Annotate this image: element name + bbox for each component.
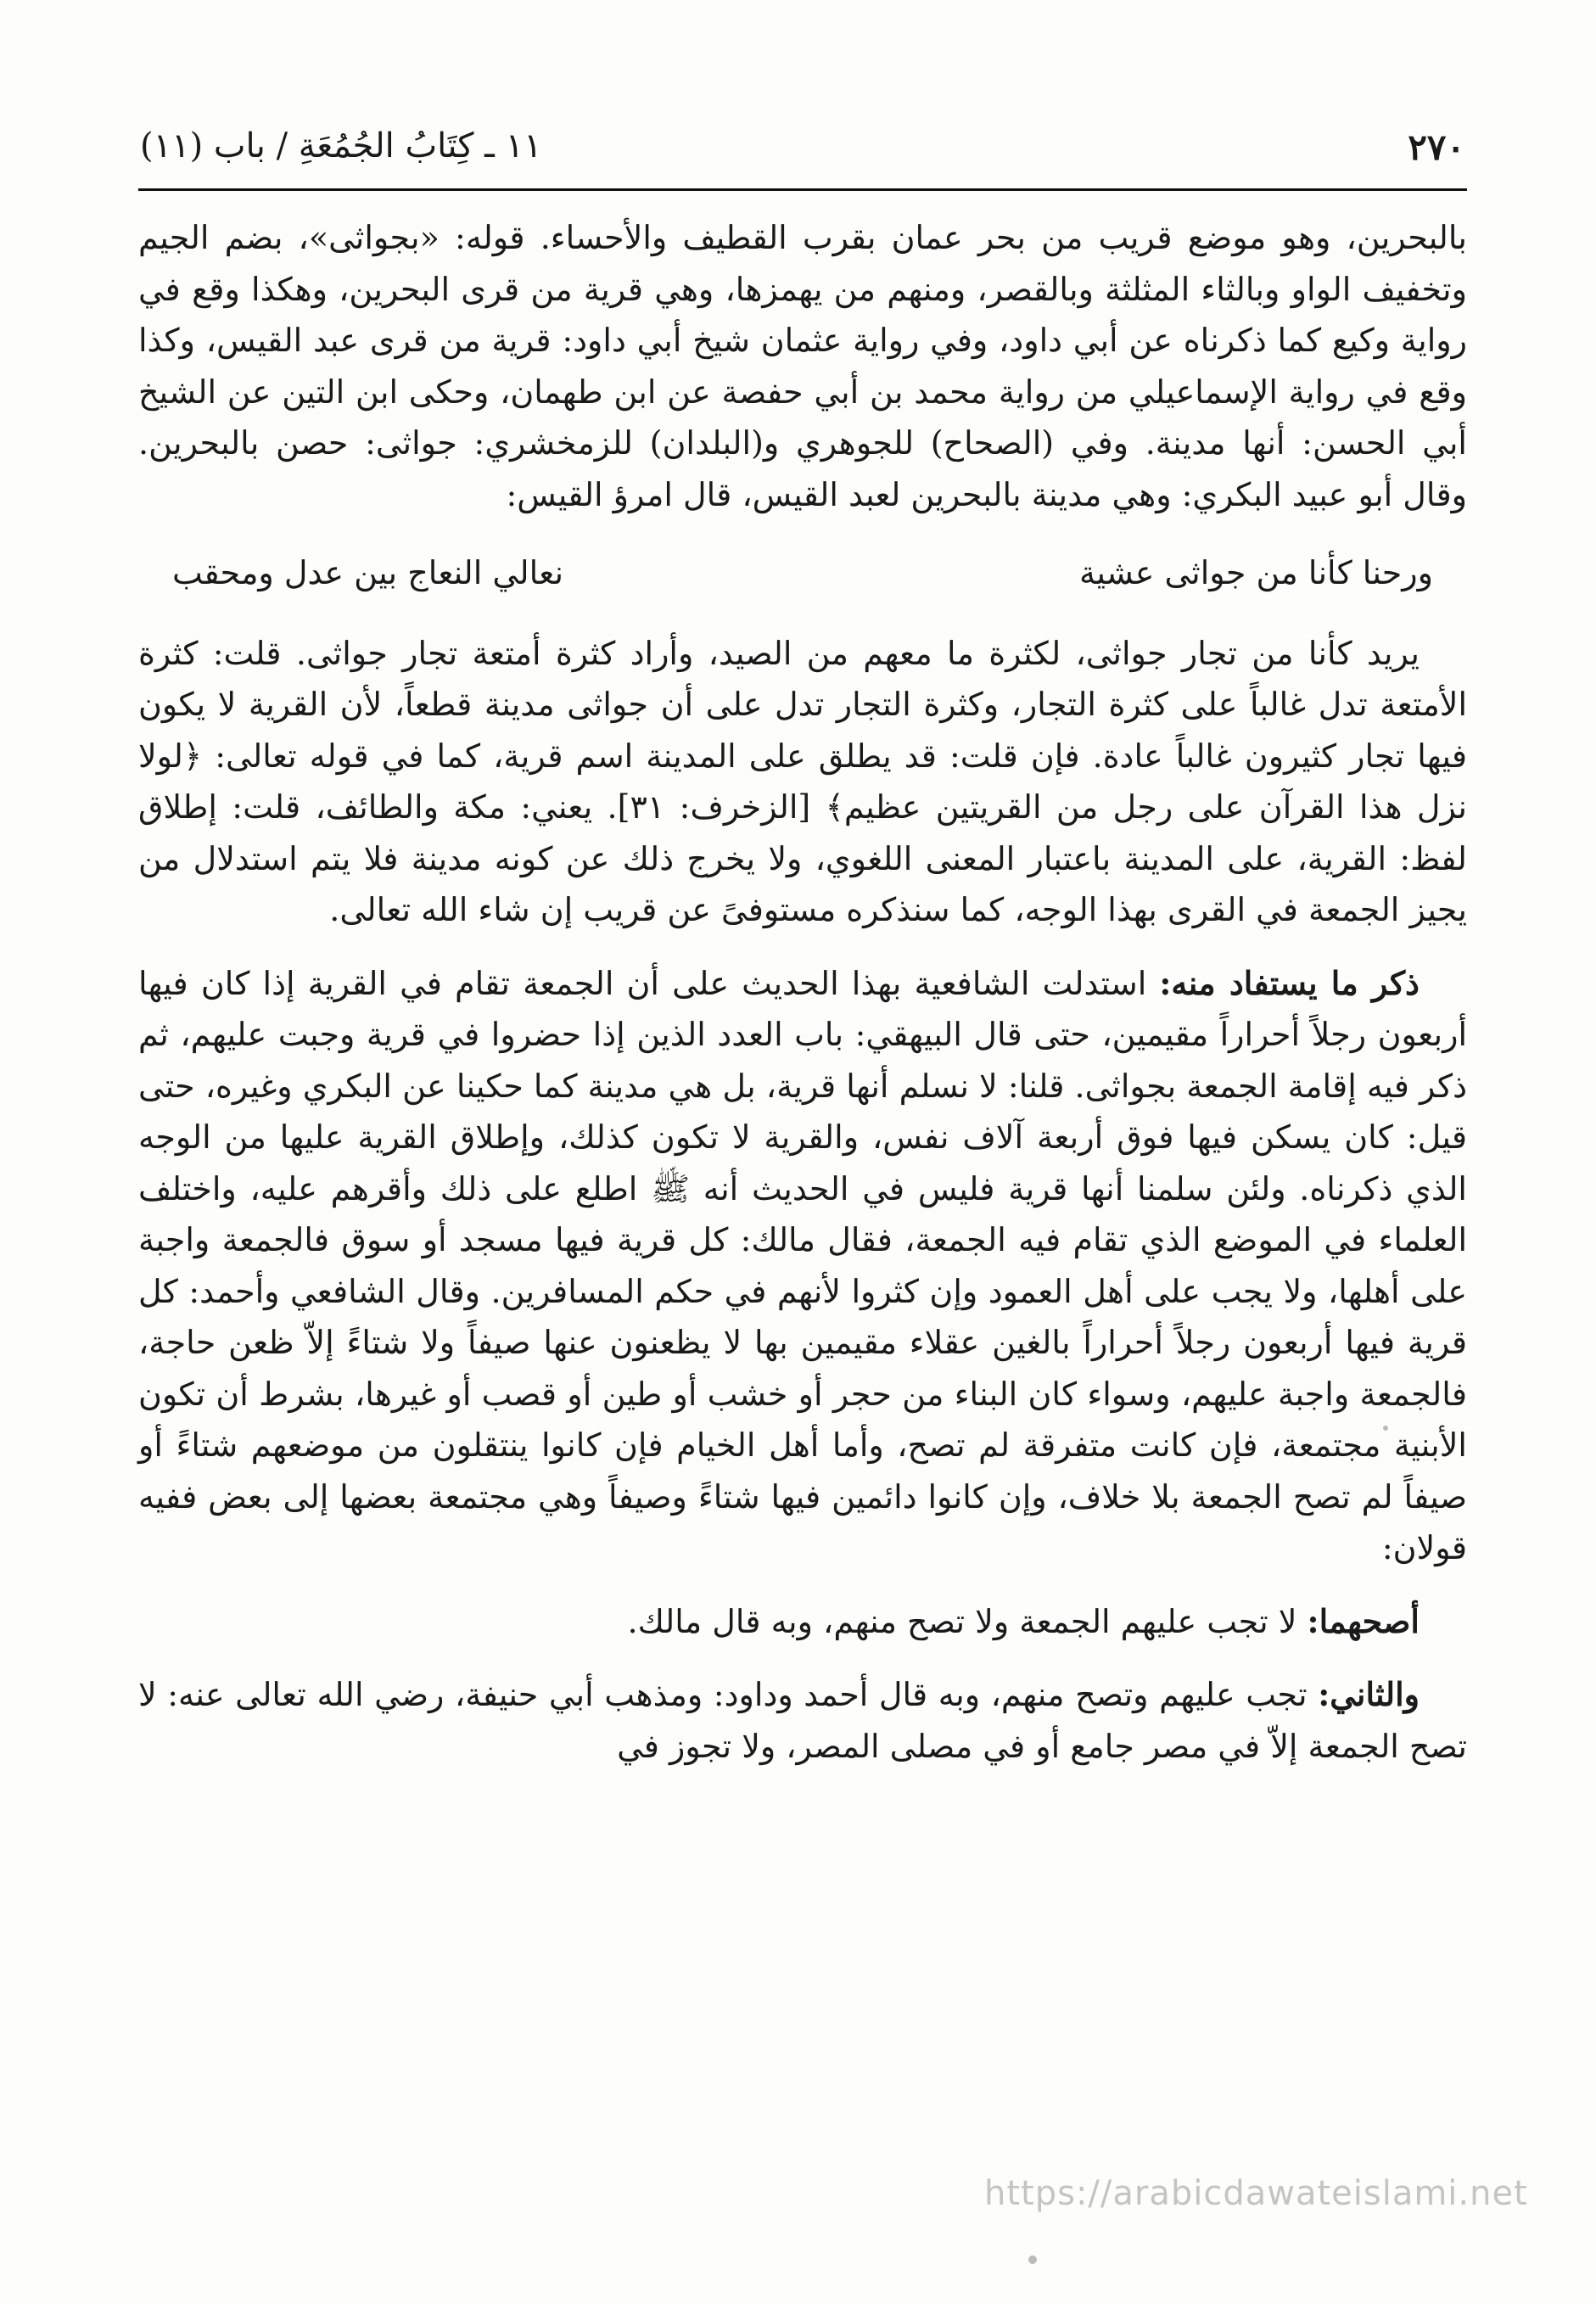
section-heading-benefits: ذكر ما يستفاد منه: — [1159, 963, 1420, 1002]
scan-speck — [1383, 1426, 1388, 1431]
watermark-url: https://arabicdawateislami.net — [984, 2174, 1528, 2213]
paragraph-1 — [138, 212, 1467, 520]
paragraph-1-text: بالبحرين، وهو موضع قريب من بحر عمان بقرب القطيف والأحساء. قوله: «بجواثى»، بضم الجيم وتخفيف الواو وبالثاء المثلثة وبالقصر، ومنهم من يهمزها، وهي قرية من قرى البحرين، وهكذا وقع في رواية وكيع كما ذكرناه عن أبي داود، وفي رواية عثمان شيخ أبي داود: قرية من قرى عبد القيس، وكذا وقع في رواية الإسماعيلي من رواية محمد بن أبي حفصة عن ابن طهمان، وحكى ابن التين عن الشيخ أبي الحسن: أنها مدينة. وفي (الصحاح) للجوهري و(البلدان) للزمخشري: جواثى: حصن بالبحرين. وقال أبو عبيد البكري: وهي مدينة بالبحرين لعبد القيس، قال امرؤ القيس: — [138, 219, 1467, 513]
paragraph-4-text: لا تجب عليهم الجمعة ولا تصح منهم، وبه قال مالك. — [627, 1602, 1308, 1640]
poetry-verse — [172, 547, 1433, 599]
opinion-second-label: والثاني: — [1318, 1675, 1420, 1713]
verse-first-hemistich: ورحنا كأنا من جواثى عشية — [1079, 554, 1433, 591]
page-header — [140, 123, 1465, 182]
paragraph-2 — [138, 628, 1467, 936]
paragraph-5 — [138, 1669, 1467, 1772]
paragraph-4 — [138, 1596, 1467, 1648]
running-title: ١١ ـ كِتَابُ الجُمُعَةِ / باب (١١) — [140, 126, 542, 165]
paragraph-3 — [138, 958, 1467, 1574]
paragraph-3-text: استدلت الشافعية بهذا الحديث على أن الجمعة تقام في القرية إذا كان فيها أربعون رجلاً أحراراً مقيمين، حتى قال البيهقي: باب العدد الذين إذا حضروا في قرية وجبت عليهم، ثم ذكر فيه إقامة الجمعة بجواثى. قلنا: لا نسلم أنها قرية، بل هي مدينة كما حكينا عن البكري وغيره، حتى قيل: كان يسكن فيها فوق أربعة آلاف نفس، والقرية لا تكون كذلك، وإطلاق القرية عليها من الوجه الذي ذكرناه. ولئن سلمنا أنها قرية فليس في الحديث أنه ﷺ اطلع على ذلك وأقرهم عليه، واختلف العلماء في الموضع الذي تقام فيه الجمعة، فقال مالك: كل قرية فيها مسجد أو سوق فالجمعة واجبة على أهلها، ولا يجب على أهل العمود وإن كثروا لأنهم في حكم المسافرين. وقال الشافعي وأحمد: كل قرية فيها أربعون رجلاً أحراراً بالغين عقلاء مقيمين بها لا يظعنون عنها صيفاً ولا شتاءً إلاّ ظعن حاجة، فالجمعة واجبة عليهم، وسواء كان البناء من حجر أو خشب أو طين أو قصب أو غيرها، بشرط أن تكون الأبنية مجتمعة، فإن كانت متفرقة لم تصح، وأما أهل الخيام فإن كانوا ينتقلون من موضعهم شتاءً أو صيفاً لم تصح الجمعة بلا خلاف، وإن كانوا دائمين فيها شتاءً وصيفاً وهي مجتمعة بعضها إلى بعض ففيه قولان: — [138, 964, 1467, 1566]
page-number: ٢٧٠ — [1408, 126, 1465, 168]
paragraph-5-text: تجب عليهم وتصح منهم، وبه قال أحمد وداود: ومذهب أبي حنيفة، رضي الله تعالى عنه: لا تصح الجمعة إلاّ في مصر جامع أو في مصلى المصر، ولا تجوز في — [138, 1676, 1467, 1765]
scan-speck — [1028, 2255, 1037, 2264]
verse-second-hemistich: نعالي النعاج بين عدل ومحقب — [172, 554, 564, 591]
paragraph-2-text: يريد كأنا من تجار جواثى، لكثرة ما معهم من الصيد، وأراد كثرة أمتعة تجار جواثى. قلت: كثرة الأمتعة تدل غالباً على كثرة التجار، وكثرة التجار تدل على أن جواثى مدينة قطعاً، لأن القرية لا يكون فيها تجار كثيرون غالباً عادة. فإن قلت: قد يطلق على المدينة اسم قرية، كما في قوله تعالى: ﴿لولا نزل هذا القرآن على رجل من القريتين عظيم﴾ [الزخرف: ٣١]. يعني: مكة والطائف، قلت: إطلاق لفظ: القرية، على المدينة باعتبار المعنى اللغوي، ولا يخرج ذلك عن كونه مدينة فلا يتم استدلال من يجيز الجمعة في القرى بهذا الوجه، كما سنذكره مستوفىً عن قريب إن شاء الله تعالى. — [138, 634, 1467, 928]
header-divider — [138, 188, 1467, 191]
opinion-first-label: أصحهما: — [1307, 1601, 1420, 1640]
main-text — [138, 212, 1467, 1772]
